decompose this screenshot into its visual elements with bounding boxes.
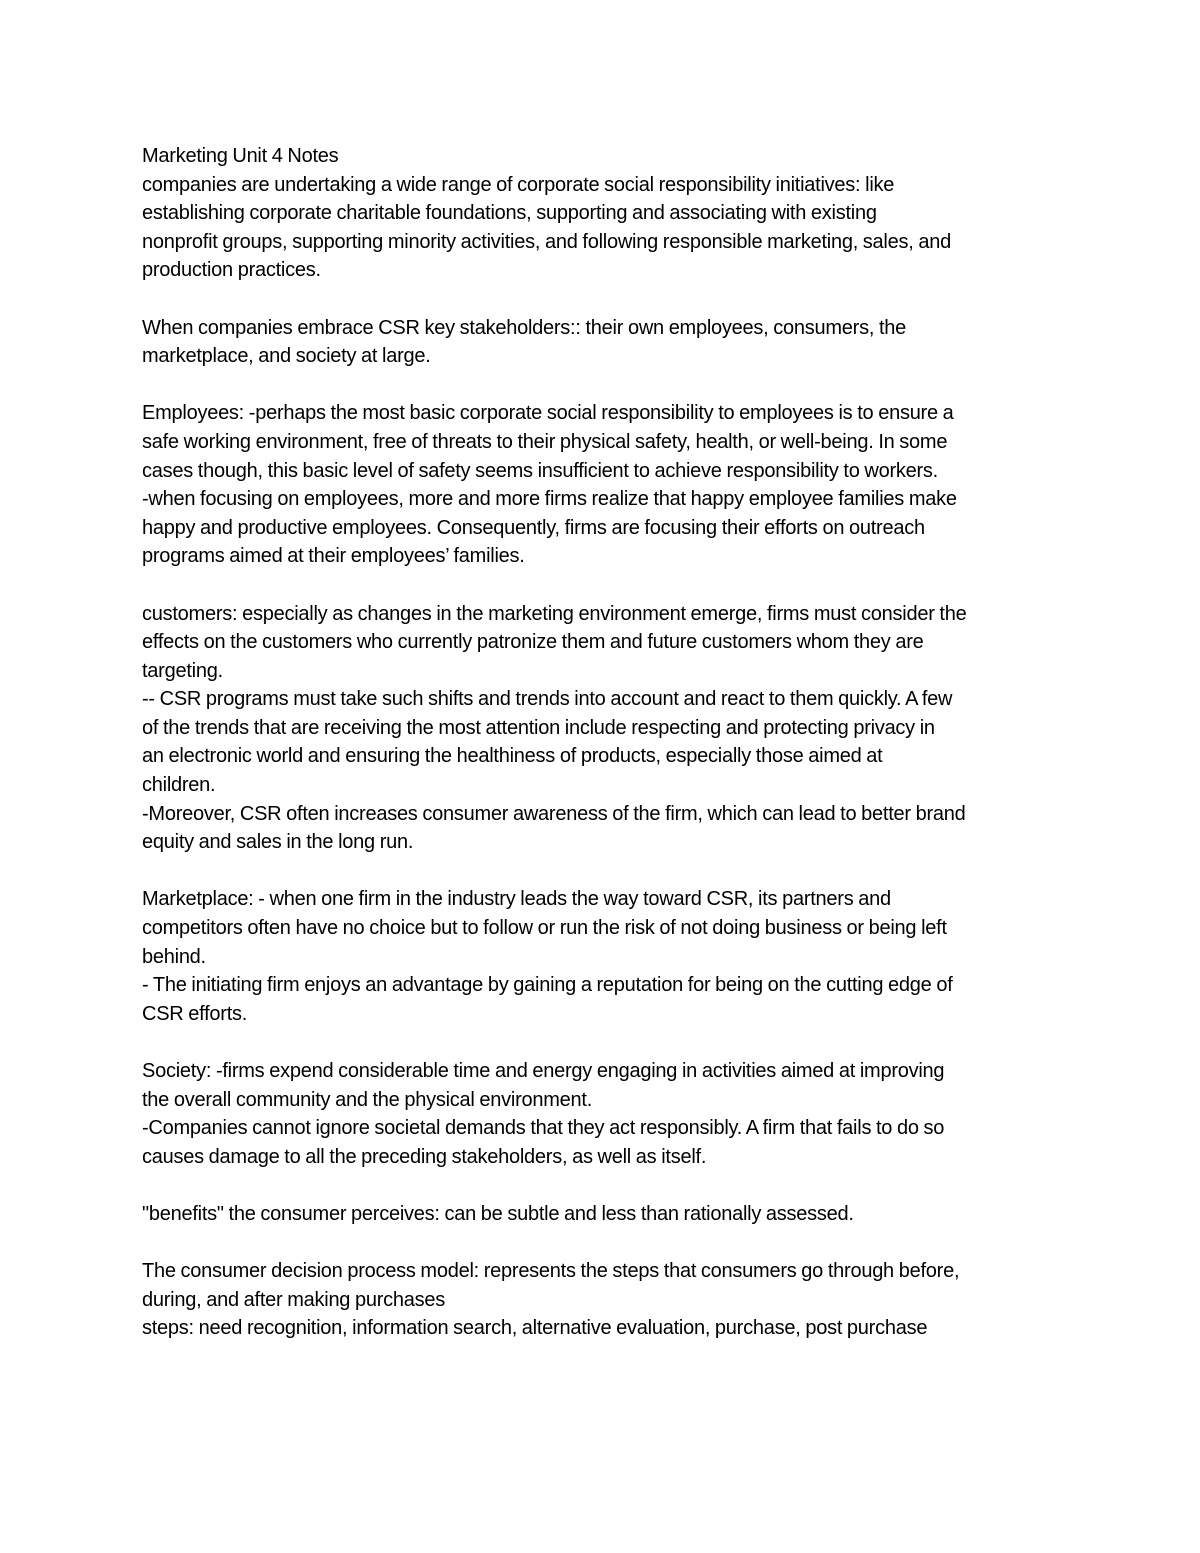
paragraph-marketplace: [142, 885, 1072, 1028]
text-line: When companies embrace CSR key stakeholders:: their own employees, consumers, the: [142, 316, 906, 339]
text-line: behind.: [142, 945, 206, 968]
text-line: the overall community and the physical environment.: [142, 1088, 593, 1111]
text-line: of the trends that are receiving the most attention include respecting and protecting privacy in: [142, 716, 935, 739]
text-line: -Companies cannot ignore societal demands that they act responsibly. A firm that fails to do so: [142, 1117, 945, 1140]
text-line: happy and productive employees. Consequently, firms are focusing their efforts on outreach: [142, 516, 925, 539]
text-line: cases though, this basic level of safety seems insufficient to achieve responsibility to workers.: [142, 459, 938, 482]
text-line: nonprofit groups, supporting minority activities, and following responsible marketing, sales, and: [142, 230, 951, 253]
text-line: CSR efforts.: [142, 1002, 248, 1025]
text-line: targeting.: [142, 659, 223, 682]
text-line: establishing corporate charitable foundations, supporting and associating with existing: [142, 202, 877, 225]
text-line: customers: especially as changes in the marketing environment emerge, firms must consider the: [142, 602, 967, 625]
paragraph-key-stakeholders: [142, 314, 1072, 371]
text-line: effects on the customers who currently patronize them and future customers whom they are: [142, 631, 924, 654]
text-line: programs aimed at their employees’ families.: [142, 545, 525, 568]
text-line: -Moreover, CSR often increases consumer awareness of the firm, which can lead to better brand: [142, 802, 966, 825]
text-line: The consumer decision process model: represents the steps that consumers go through before,: [142, 1260, 960, 1283]
text-line: competitors often have no choice but to follow or run the risk of not doing business or being left: [142, 917, 947, 940]
text-line: during, and after making purchases: [142, 1288, 446, 1311]
text-line: Society: -firms expend considerable time and energy engaging in activities aimed at improving: [142, 1060, 945, 1082]
document-body: [142, 142, 1072, 1343]
document-title: Marketing Unit 4 Notes: [142, 145, 339, 167]
paragraph-customers: [142, 600, 1072, 857]
text-line: Marketplace: - when one firm in the industry leads the way toward CSR, its partners and: [142, 888, 891, 911]
paragraph-benefits: [142, 1200, 1072, 1229]
text-line: Employees: -perhaps the most basic corporate social responsibility to employees is to ensure a: [142, 402, 954, 425]
paragraph-society: [142, 1057, 1072, 1171]
paragraph-decision-process: [142, 1257, 1072, 1343]
text-line: companies are undertaking a wide range of corporate social responsibility initiatives: like: [142, 173, 895, 196]
text-line: marketplace, and society at large.: [142, 345, 431, 368]
paragraph-employees: [142, 399, 1072, 571]
text-line: -- CSR programs must take such shifts and trends into account and react to them quickly. A few: [142, 688, 953, 711]
text-line: children.: [142, 774, 216, 797]
text-line: - The initiating firm enjoys an advantage by gaining a reputation for being on the cutting edge of: [142, 974, 953, 997]
text-line: equity and sales in the long run.: [142, 831, 414, 854]
text-line: steps: need recognition, information search, alternative evaluation, purchase, post purchase: [142, 1317, 928, 1340]
text-line: safe working environment, free of threats to their physical safety, health, or well-being. In some: [142, 430, 948, 453]
text-line: "benefits" the consumer perceives: can be subtle and less than rationally assessed.: [142, 1202, 854, 1225]
text-line: an electronic world and ensuring the healthiness of products, especially those aimed at: [142, 745, 883, 768]
paragraph-csr-initiatives: [142, 142, 1072, 285]
text-line: causes damage to all the preceding stakeholders, as well as itself.: [142, 1145, 707, 1168]
text-line: production practices.: [142, 259, 321, 282]
text-line: -when focusing on employees, more and more firms realize that happy employee families make: [142, 488, 957, 511]
